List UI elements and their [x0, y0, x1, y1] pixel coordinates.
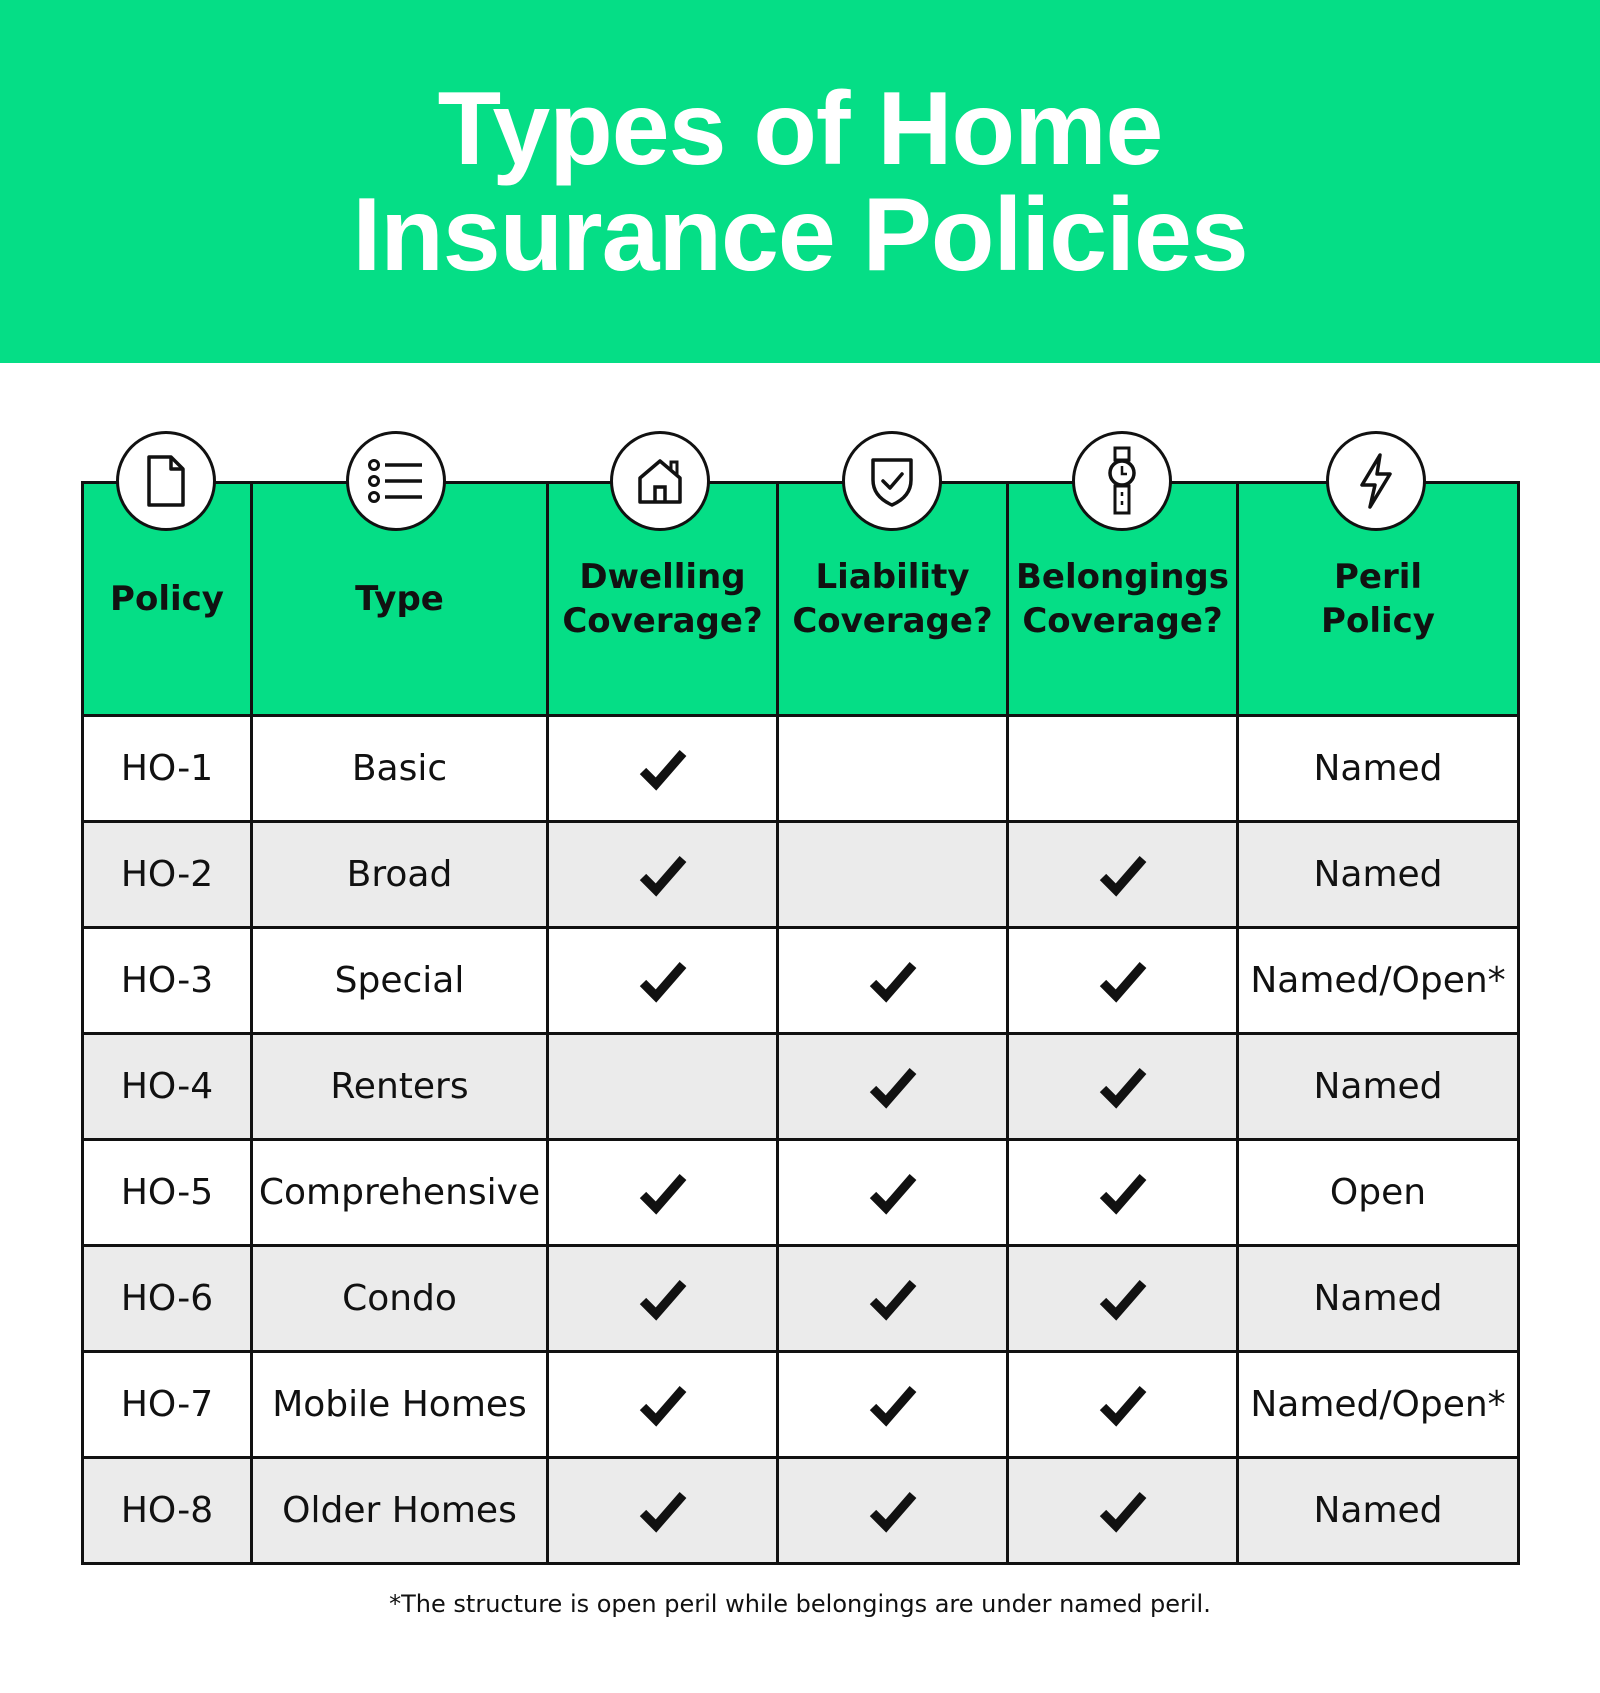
checkmark-icon: [549, 1380, 776, 1430]
peril-cell: Named: [1238, 1034, 1519, 1140]
column-header-peril: Peril Policy: [1238, 483, 1519, 716]
checkmark-icon: [779, 1274, 1006, 1324]
footnote: *The structure is open peril while belongings are under named peril.: [389, 1590, 1211, 1618]
table-row: [83, 822, 1519, 928]
liability-cell: [778, 822, 1008, 928]
type-cell: Basic: [252, 716, 548, 822]
policy-cell: HO-1: [83, 716, 252, 822]
checkmark-icon: [549, 1486, 776, 1536]
shield-check-icon: [842, 431, 942, 531]
policy-cell: HO-7: [83, 1352, 252, 1458]
column-header-liability: Liability Coverage?: [778, 483, 1008, 716]
belongings-cell: [1008, 1352, 1238, 1458]
peril-cell: Named: [1238, 1246, 1519, 1352]
policy-cell: HO-5: [83, 1140, 252, 1246]
checkmark-icon: [1009, 1380, 1236, 1430]
column-header-dwelling: Dwelling Coverage?: [548, 483, 778, 716]
policy-cell: HO-4: [83, 1034, 252, 1140]
belongings-cell: [1008, 1140, 1238, 1246]
type-cell: Comprehensive: [252, 1140, 548, 1246]
table-row: [83, 1352, 1519, 1458]
page-title-line2: Insurance Policies: [352, 176, 1248, 293]
liability-cell: [778, 1246, 1008, 1352]
liability-cell: [778, 1458, 1008, 1564]
dwelling-cell: [548, 1034, 778, 1140]
type-cell: Broad: [252, 822, 548, 928]
liability-cell: [778, 1140, 1008, 1246]
page-title: [352, 70, 1248, 293]
checkmark-icon: [1009, 956, 1236, 1006]
policy-cell: HO-8: [83, 1458, 252, 1564]
table-row: [83, 1034, 1519, 1140]
table-row: [83, 1458, 1519, 1564]
table-body: [83, 716, 1519, 1564]
dwelling-cell: [548, 1352, 778, 1458]
list-icon: [346, 431, 446, 531]
policy-cell: HO-2: [83, 822, 252, 928]
belongings-cell: [1008, 1246, 1238, 1352]
type-cell: Special: [252, 928, 548, 1034]
header-row: [83, 483, 1519, 716]
title-banner: [0, 0, 1600, 363]
dwelling-cell: [548, 1246, 778, 1352]
checkmark-icon: [549, 850, 776, 900]
checkmark-icon: [779, 1062, 1006, 1112]
checkmark-icon: [549, 956, 776, 1006]
checkmark-icon: [779, 956, 1006, 1006]
table-row: [83, 1246, 1519, 1352]
document-icon: [116, 431, 216, 531]
liability-cell: [778, 1352, 1008, 1458]
column-header-type: Type: [252, 483, 548, 716]
policy-cell: HO-6: [83, 1246, 252, 1352]
peril-cell: Named/Open*: [1238, 1352, 1519, 1458]
lightning-icon: [1326, 431, 1426, 531]
policy-cell: HO-3: [83, 928, 252, 1034]
liability-cell: [778, 928, 1008, 1034]
house-icon: [610, 431, 710, 531]
dwelling-cell: [548, 1140, 778, 1246]
belongings-cell: [1008, 822, 1238, 928]
checkmark-icon: [1009, 1486, 1236, 1536]
peril-cell: Named: [1238, 1458, 1519, 1564]
table-row: [83, 716, 1519, 822]
checkmark-icon: [549, 1274, 776, 1324]
checkmark-icon: [1009, 850, 1236, 900]
dwelling-cell: [548, 1458, 778, 1564]
checkmark-icon: [779, 1486, 1006, 1536]
type-cell: Older Homes: [252, 1458, 548, 1564]
type-cell: Mobile Homes: [252, 1352, 548, 1458]
checkmark-icon: [779, 1168, 1006, 1218]
dwelling-cell: [548, 716, 778, 822]
peril-cell: Named: [1238, 822, 1519, 928]
belongings-cell: [1008, 716, 1238, 822]
checkmark-icon: [549, 1168, 776, 1218]
policy-table: [81, 481, 1520, 1565]
peril-cell: Named: [1238, 716, 1519, 822]
column-header-policy: Policy: [83, 483, 252, 716]
page-title-line1: Types of Home: [437, 70, 1163, 187]
table-row: [83, 1140, 1519, 1246]
checkmark-icon: [779, 1380, 1006, 1430]
checkmark-icon: [1009, 1274, 1236, 1324]
checkmark-icon: [549, 744, 776, 794]
belongings-cell: [1008, 1458, 1238, 1564]
table-row: [83, 928, 1519, 1034]
belongings-cell: [1008, 928, 1238, 1034]
type-cell: Condo: [252, 1246, 548, 1352]
liability-cell: [778, 716, 1008, 822]
checkmark-icon: [1009, 1062, 1236, 1112]
dwelling-cell: [548, 822, 778, 928]
column-header-belongings: Belongings Coverage?: [1008, 483, 1238, 716]
type-cell: Renters: [252, 1034, 548, 1140]
belongings-cell: [1008, 1034, 1238, 1140]
liability-cell: [778, 1034, 1008, 1140]
checkmark-icon: [1009, 1168, 1236, 1218]
watch-icon: [1072, 431, 1172, 531]
peril-cell: Named/Open*: [1238, 928, 1519, 1034]
dwelling-cell: [548, 928, 778, 1034]
peril-cell: Open: [1238, 1140, 1519, 1246]
